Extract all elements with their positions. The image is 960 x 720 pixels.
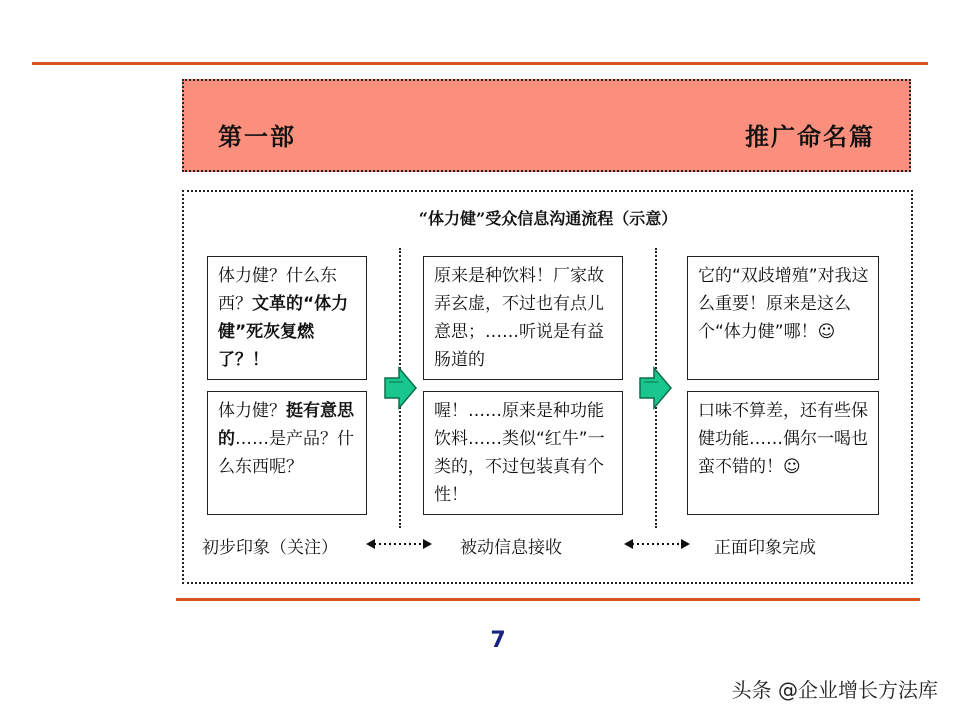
reaction-text: 体力健？什么东西？ — [218, 266, 337, 314]
reaction-box-4 — [423, 391, 623, 515]
banner-right-title: 推广命名篇 — [745, 122, 875, 151]
top-rule — [32, 62, 928, 65]
stage-label-1: 初步印象（关注） — [202, 538, 338, 558]
watermark-text: 头条 @企业增长方法库 — [731, 678, 938, 702]
reaction-box-1 — [207, 256, 367, 380]
diagram-title: “体力健”受众信息沟通流程（示意） — [418, 209, 678, 228]
page-number: 7 — [490, 628, 506, 653]
double-arrow-icon-2 — [624, 536, 690, 552]
reaction-box-3 — [423, 256, 623, 380]
reaction-text: ……是产品？什么东西呢？ — [218, 429, 354, 477]
reaction-box-6 — [687, 391, 879, 515]
reaction-text-bold: 文革的“体力健”死灰复燃了？！ — [218, 294, 349, 370]
double-arrow-icon-1 — [366, 536, 432, 552]
reaction-text: 口味不算差，还有些保健功能……偶尔一喝也蛮不错的！☺ — [698, 401, 868, 477]
stage-label-3: 正面印象完成 — [714, 538, 816, 558]
reaction-text: 它的“双歧增殖”对我这么重要！原来是这么个“体力健”哪！☺ — [698, 266, 869, 342]
reaction-text: 原来是种饮料！厂家故弄玄虚，不过也有点儿意思；……听说是有益肠道的 — [434, 266, 604, 370]
flow-arrow-icon-2 — [639, 366, 673, 410]
reaction-box-2 — [207, 391, 367, 515]
banner-left-title: 第一部 — [218, 122, 296, 151]
reaction-text: 喔！……原来是种功能饮料……类似“红牛”一类的，不过包装真有个性！ — [434, 401, 605, 505]
section-banner — [182, 79, 911, 172]
diagram-panel — [182, 190, 913, 584]
reaction-text: 体力健？ — [218, 401, 286, 421]
flow-arrow-icon-1 — [384, 366, 418, 410]
reaction-box-5 — [687, 256, 879, 380]
reaction-text-bold: 挺有意思的 — [218, 401, 354, 449]
stage-label-2: 被动信息接收 — [460, 538, 562, 558]
bottom-rule — [176, 598, 920, 601]
